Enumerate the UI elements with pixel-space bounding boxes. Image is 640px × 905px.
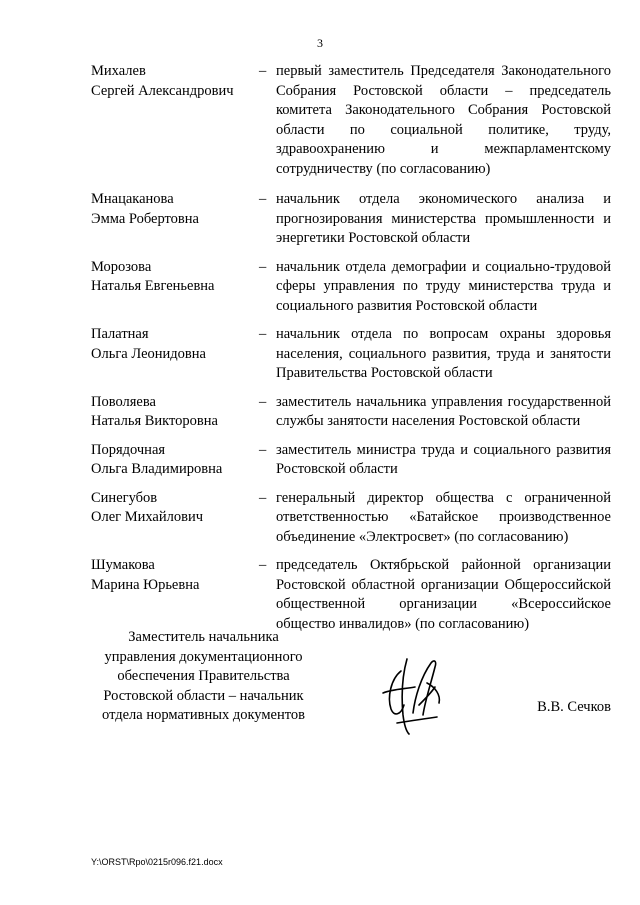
member-entry (91, 393, 611, 432)
member-name: Морозова Наталья Евгеньевна (91, 258, 215, 294)
signatory-name: В.В. Сечков (537, 699, 611, 715)
member-position: начальник отдела по вопросам охраны здоровья населения, социального развития, труда и занятости Правительства Ростовской области (276, 326, 611, 381)
signatory-title: Заместитель начальника управления документационного обеспечения Правительства Ростовской области – начальник отдела нормативных документов (102, 629, 305, 723)
member-position: начальник отдела экономического анализа и прогнозирования министерства промышленности и энергетики Ростовской области (276, 191, 611, 246)
dash-separator: – (259, 326, 267, 342)
page-number: 3 (317, 36, 323, 50)
dash-separator: – (259, 489, 267, 506)
dash-separator: – (259, 191, 267, 207)
member-name: Палатная Ольга Леонидовна (91, 326, 206, 362)
handwritten-signature (379, 653, 449, 735)
member-entry (91, 62, 611, 179)
members-list (91, 62, 611, 643)
member-entry (91, 441, 611, 480)
member-name: Синегубов Олег Михайлович (91, 489, 204, 525)
member-position: заместитель министра труда и социального развития Ростовской области (276, 441, 611, 477)
member-entry (91, 556, 611, 634)
member-position: заместитель начальника управления государственной службы занятости населения Ростовской области (276, 393, 611, 429)
member-entry (91, 190, 611, 249)
member-name: Поволяева Наталья Викторовна (91, 393, 218, 429)
member-entry (91, 489, 611, 548)
member-name: Михалев Сергей Александрович (91, 63, 234, 99)
signature-block (91, 628, 611, 728)
member-entry (91, 325, 611, 384)
member-name: Мнацаканова Эмма Робертовна (91, 191, 199, 227)
dash-separator: – (259, 63, 267, 79)
member-position: начальник отдела демографии и социально-трудовой сферы управления по труду министерства труда и социального развития Ростовской области (276, 258, 611, 314)
dash-separator: – (259, 557, 267, 573)
member-entry (91, 258, 611, 317)
file-path: Y:\ORST\Rpo\0215r096.f21.docx (91, 857, 223, 867)
member-position: председатель Октябрьской районной организации Ростовской областной организации Общероссийской общественной организации «Всероссийское общество инвалидов» (по согласованию) (276, 557, 611, 632)
dash-separator: – (259, 441, 267, 458)
dash-separator: – (259, 393, 267, 410)
dash-separator: – (259, 258, 267, 275)
member-name: Шумакова Марина Юрьевна (91, 557, 200, 593)
member-name: Порядочная Ольга Владимировна (91, 441, 223, 477)
member-position: первый заместитель Председателя Законодательного Собрания Ростовской области – председатель комитета Законодательного Собрания Ростовской области по социальной политике, труду, здравоохранению и межпарламентскому сотрудничеству (по согласованию) (276, 63, 611, 177)
member-position: генеральный директор общества с ограниченной ответственностью «Батайское производственное объединение «Электросвет» (по согласованию) (276, 489, 611, 545)
